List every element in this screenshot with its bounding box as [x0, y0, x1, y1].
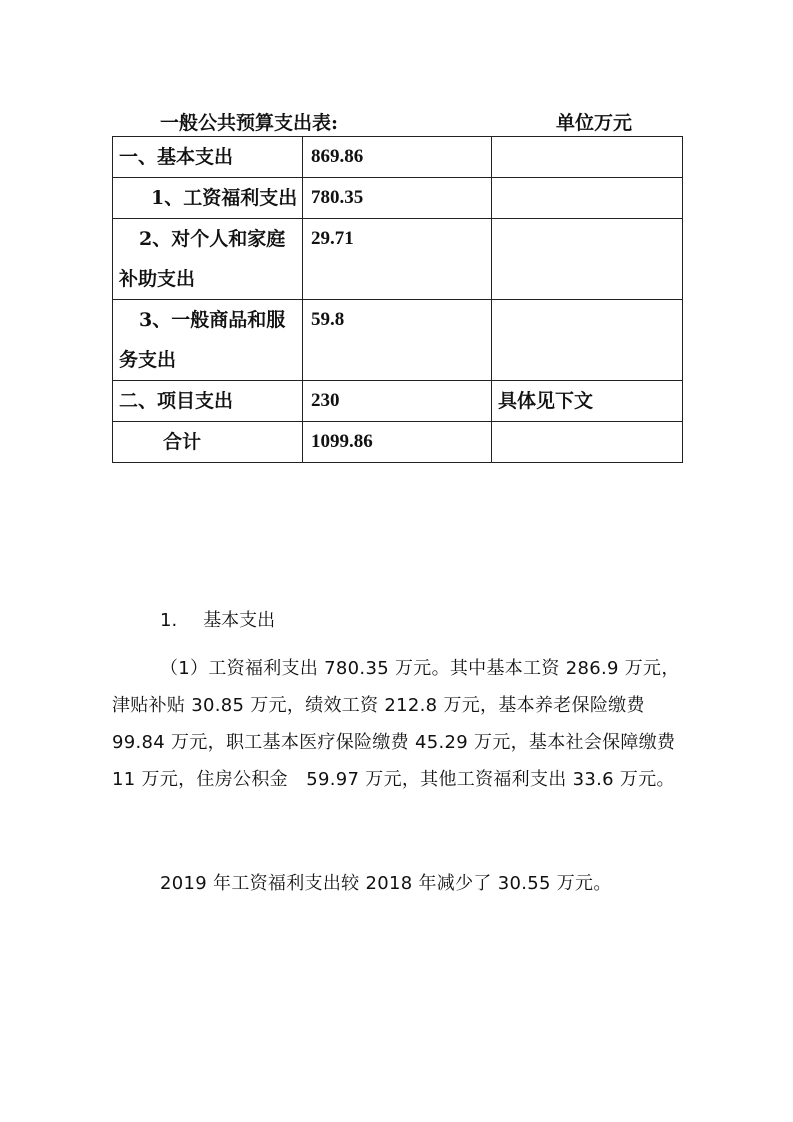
row-value: 780.35: [311, 187, 364, 208]
budget-table: [112, 136, 683, 463]
row-note-cell: [492, 178, 683, 219]
table-header-row: [0, 108, 793, 136]
row-value-cell: [303, 422, 492, 463]
row-label-cell: [113, 178, 303, 219]
row-value: 59.8: [311, 309, 345, 330]
row-value-cell: [303, 381, 492, 422]
row-note-cell: [492, 219, 683, 300]
row-note: 具体见下文: [498, 390, 594, 412]
row-value: 869.86: [311, 146, 364, 167]
section-title: 基本支出: [203, 610, 276, 631]
row-note-cell: [492, 137, 683, 178]
table-title: 一般公共预算支出表:: [160, 112, 339, 134]
row-note-cell: [492, 381, 683, 422]
table-row: [113, 137, 683, 178]
row-label: 1、工资福利支出: [151, 187, 298, 209]
table-row: [113, 422, 683, 463]
table-row: [113, 381, 683, 422]
section-number: 1.: [160, 610, 178, 631]
row-label: 2、对个人和家庭补助支出: [119, 228, 286, 290]
row-value-cell: [303, 300, 492, 381]
row-label-cell: [113, 422, 303, 463]
row-label: 3、一般商品和服务支出: [119, 309, 286, 371]
unit-label: 单位万元: [556, 112, 633, 134]
row-value-cell: [303, 178, 492, 219]
row-label: 一、基本支出: [119, 146, 234, 168]
row-label-cell: [113, 300, 303, 381]
row-label: 合计: [163, 431, 202, 453]
row-value: 29.71: [311, 228, 354, 249]
paragraph-year-comparison: 2019 年工资福利支出较 2018 年减少了 30.55 万元。: [160, 873, 612, 894]
row-label: 二、项目支出: [119, 390, 234, 412]
row-label-cell: [113, 381, 303, 422]
row-value-cell: [303, 219, 492, 300]
row-label-cell: [113, 137, 303, 178]
table-row: [113, 178, 683, 219]
row-note-cell: [492, 422, 683, 463]
table-row: [113, 219, 683, 300]
row-value-cell: [303, 137, 492, 178]
table-row: [113, 300, 683, 381]
paragraph-salary-breakdown: （1）工资福利支出 780.35 万元。其中基本工资 286.9 万元，津贴补贴 30.85 万元，绩效工资 212.8 万元，基本养老保险缴费 99.84 万元，职工基本医疗保险缴费 45.29 万元，基本社会保障缴费 11 万元，住房公积金 59.97 万元，其他工资福利支出 33.6 万元。: [112, 658, 680, 790]
section-heading: [160, 606, 301, 632]
row-note-cell: [492, 300, 683, 381]
row-value: 230: [311, 390, 340, 411]
row-value: 1099.86: [311, 431, 373, 452]
row-label-cell: [113, 219, 303, 300]
